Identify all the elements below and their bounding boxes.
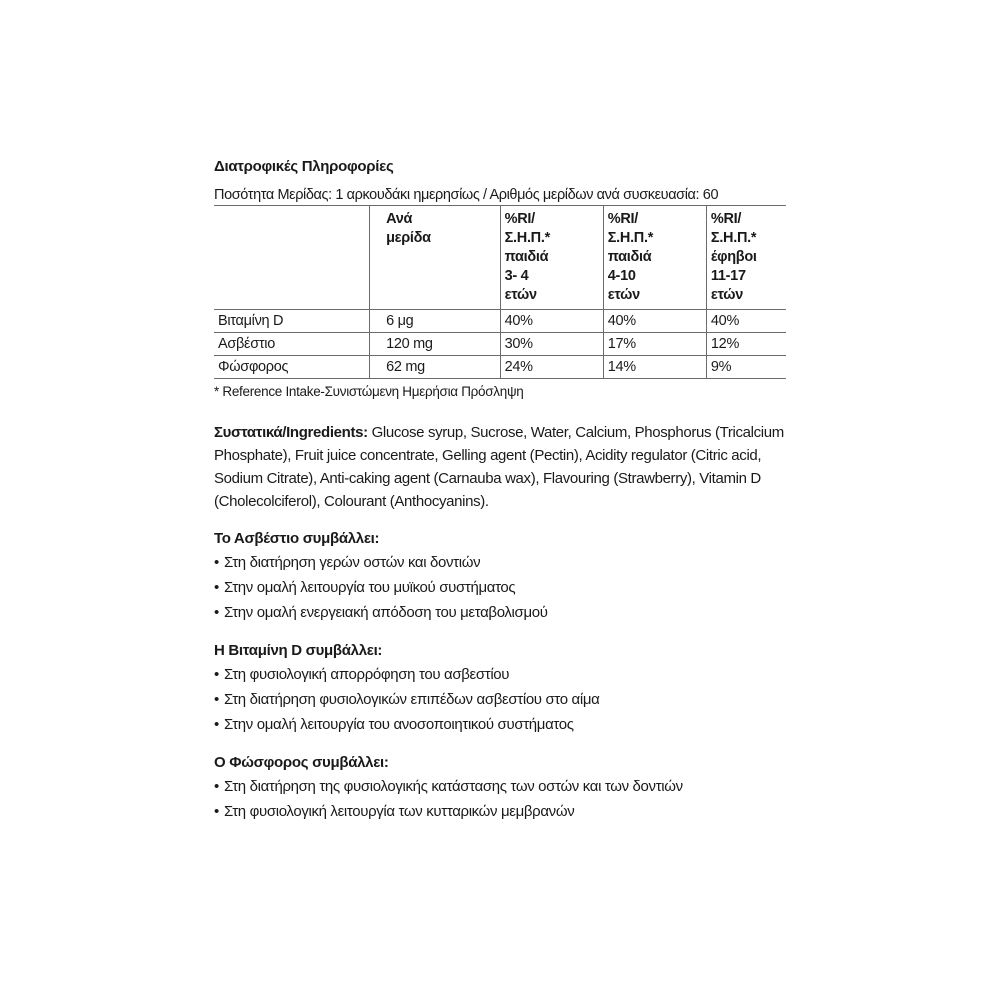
calcium-benefits-list — [214, 550, 794, 625]
header-label: %RI/ Σ.Η.Π.* παιδιά 4-10 ετών — [607, 211, 654, 303]
list-item: • Στη φυσιολογική λειτουργία των κυτταρικών μεμβρανών — [214, 799, 794, 824]
nutrition-table — [214, 205, 786, 379]
table-row — [214, 356, 786, 379]
ri-value: 40% — [500, 310, 603, 333]
ingredients-label: Συστατικά/Ingredients: — [214, 424, 368, 441]
header-cell-ri-children-4-10 — [603, 206, 706, 310]
header-cell-per-serving — [370, 206, 501, 310]
ri-value: 40% — [706, 310, 786, 333]
per-serving-value: 120 mg — [370, 333, 501, 356]
nutrient-name: Ασβέστιο — [214, 333, 370, 356]
ri-value: 30% — [500, 333, 603, 356]
nutrition-title: Διατροφικές Πληροφορίες — [214, 158, 394, 175]
ri-value: 14% — [603, 356, 706, 379]
list-item: • Στην ομαλή λειτουργία του μυϊκού συστήματος — [214, 575, 794, 600]
list-item: • Στη διατήρηση της φυσιολογικής κατάστασης των οστών και των δοντιών — [214, 774, 794, 799]
list-item: • Στην ομαλή λειτουργία του ανοσοποιητικού συστήματος — [214, 712, 794, 737]
header-cell-ri-teens-11-17 — [706, 206, 786, 310]
list-item: • Στη διατήρηση γερών οστών και δοντιών — [214, 550, 794, 575]
footnote: * Reference Intake-Συνιστώμενη Ημερήσια Πρόσληψη — [214, 384, 524, 399]
ri-value: 9% — [706, 356, 786, 379]
vitamin-d-benefits-list — [214, 662, 794, 737]
header-cell-empty — [214, 206, 370, 310]
nutrient-name: Βιταμίνη D — [214, 310, 370, 333]
nutrient-name: Φώσφορος — [214, 356, 370, 379]
list-item: • Στην ομαλή ενεργειακή απόδοση του μεταβολισμού — [214, 600, 794, 625]
ri-value: 24% — [500, 356, 603, 379]
ingredients-text: Glucose syrup, Sucrose, Water, Calcium, Phosphorus (Tricalcium Phosphate), Fruit juice concentrate, Gelling agent (Pectin), Acidity regulator (Citric acid, Sodium Citrate), Anti-caking agent (Carnauba wax), Flavouring (Strawberry), Vitamin D (Cholecolciferol), Colourant (Anthocyanins). — [214, 424, 784, 510]
ri-value: 40% — [603, 310, 706, 333]
table-row — [214, 333, 786, 356]
header-label: Ανά μερίδα — [386, 211, 431, 246]
list-item: • Στη φυσιολογική απορρόφηση του ασβεστίου — [214, 662, 794, 687]
ri-value: 17% — [603, 333, 706, 356]
serving-info: Ποσότητα Μερίδας: 1 αρκουδάκι ημερησίως / Αριθμός μερίδων ανά συσκευασία: 60 — [214, 187, 719, 203]
ingredients — [214, 421, 794, 513]
header-label: %RI/ Σ.Η.Π.* παιδιά 3- 4 ετών — [504, 211, 550, 303]
table-row — [214, 310, 786, 333]
per-serving-value: 6 μg — [370, 310, 501, 333]
list-item: • Στη διατήρηση φυσιολογικών επιπέδων ασβεστίου στο αίμα — [214, 687, 794, 712]
ri-value: 12% — [706, 333, 786, 356]
nutrition-document — [214, 158, 794, 824]
per-serving-value: 62 mg — [370, 356, 501, 379]
header-cell-ri-children-3-4 — [500, 206, 603, 310]
table-header-row — [214, 206, 786, 310]
header-label: %RI/ Σ.Η.Π.* έφηβοι 11-17 ετών — [710, 211, 757, 303]
phosphorus-heading: Ο Φώσφορος συμβάλλει: — [214, 754, 389, 771]
calcium-heading: Το Ασβέστιο συμβάλλει: — [214, 530, 380, 547]
vitamin-d-heading: Η Βιταμίνη D συμβάλλει: — [214, 642, 383, 659]
phosphorus-benefits-list — [214, 774, 794, 824]
